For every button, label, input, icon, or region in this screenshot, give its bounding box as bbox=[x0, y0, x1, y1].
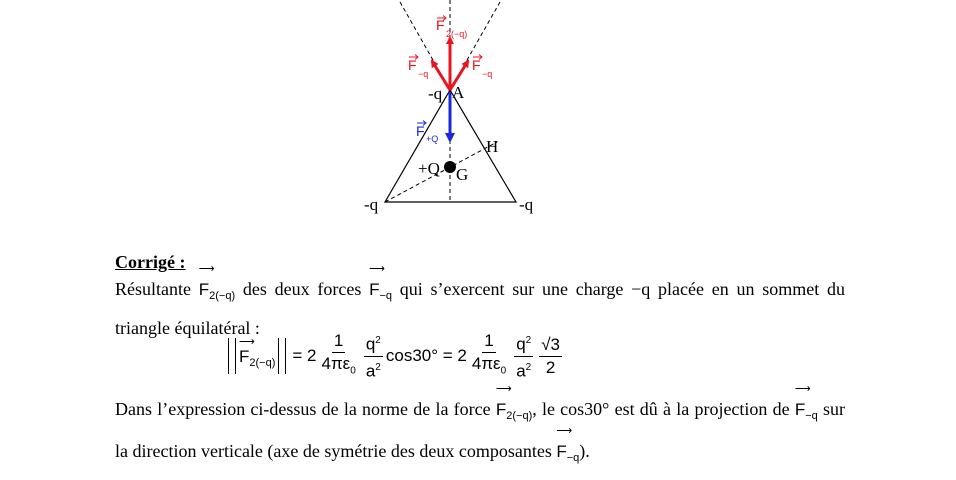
force-norm-formula bbox=[226, 328, 565, 384]
triangle-figure bbox=[0, 0, 956, 232]
p2-text-a: Dans l’expression ci-dessus de la norme de la force bbox=[115, 399, 496, 419]
formula-frac-5: $\frac{√3}{2}$ bbox=[541, 334, 561, 377]
label-right-charge: -q bbox=[519, 195, 534, 214]
p1-text-c: qui s’exercent sur une charge −q placée en un sommet du triangle équilatéral : bbox=[115, 279, 845, 338]
label-fQ: F bbox=[416, 123, 425, 139]
vector-fq-b: ⟶ $F_{-q}$ bbox=[794, 383, 818, 422]
formula-norm: ⟶ $F_{2(-q)}$ bbox=[226, 338, 288, 374]
vector-fq: ⟶ $F_{-q}$ bbox=[369, 263, 393, 302]
p2-text-d: ). bbox=[579, 441, 590, 461]
vector-f2-b: ⟶ $F_{2(-q)}$ bbox=[495, 383, 533, 422]
p1-text-a: Résultante bbox=[115, 279, 199, 299]
formula-frac-2: $\frac{q^2}{a^2}$ bbox=[364, 330, 383, 382]
paragraph-explanation bbox=[115, 383, 846, 474]
p2-text-c: sur la direction verticale (axe de symétrie des deux composantes bbox=[115, 399, 846, 461]
formula-cos: cos30° = 2 bbox=[385, 346, 467, 365]
label-left-charge: -q bbox=[364, 195, 379, 214]
formula-eq1: = 2 bbox=[292, 346, 317, 365]
p2-text-b: , le cos30° est dû à la projection de bbox=[532, 399, 795, 419]
label-fq-left: F bbox=[408, 57, 417, 73]
vector-fq-c: ⟶ $F_{-q}$ bbox=[556, 425, 580, 464]
vector-f2: ⟶ $F_{2(-q)}$ bbox=[198, 263, 236, 302]
formula-frac-1: $\frac{1}{4\pi\varepsilon_0}$ bbox=[321, 330, 356, 377]
label-G: G bbox=[456, 165, 469, 184]
label-fq-right: F bbox=[472, 57, 481, 73]
label-f2-sub: 2(−q) bbox=[446, 29, 468, 39]
center-charge-dot bbox=[444, 161, 456, 173]
label-top-charge: -q bbox=[428, 84, 443, 103]
label-H: H bbox=[486, 137, 499, 156]
label-center-charge: +Q bbox=[418, 159, 440, 178]
formula-frac-4: $\frac{q^2}{a^2}$ bbox=[514, 330, 533, 382]
label-f2: F bbox=[436, 17, 445, 33]
label-fq-right-sub: −q bbox=[482, 69, 493, 79]
formula-frac-3: $\frac{1}{4\pi\varepsilon_0}$ bbox=[471, 330, 507, 377]
label-A: A bbox=[452, 83, 465, 102]
section-heading: Corrigé : bbox=[115, 252, 186, 272]
label-fq-left-sub: −q bbox=[418, 69, 429, 79]
label-fQ-sub: +Q bbox=[426, 134, 439, 144]
p1-text-b: des deux forces bbox=[235, 279, 370, 299]
